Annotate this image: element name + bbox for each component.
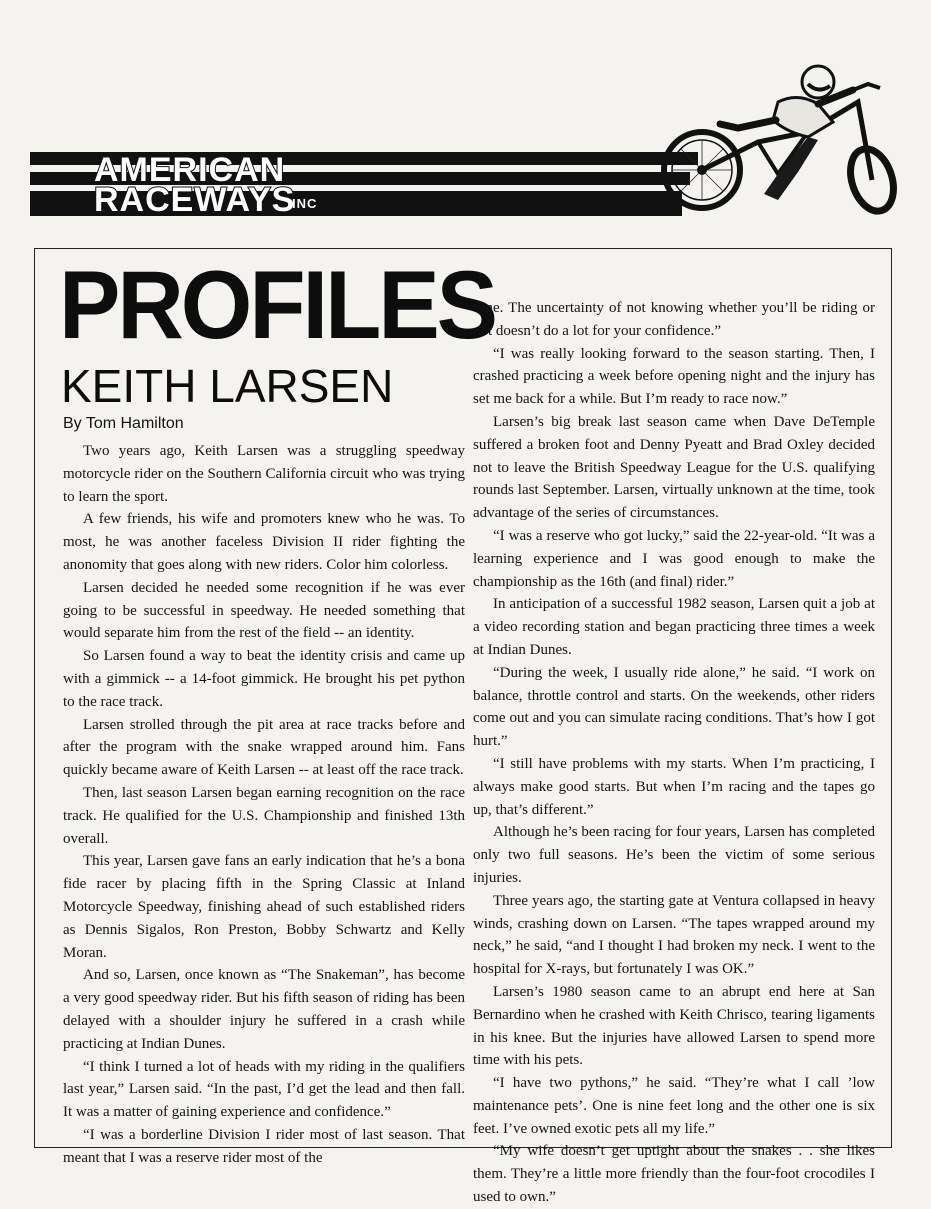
article-subject: KEITH LARSEN (61, 360, 394, 412)
paragraph: Larsen decided he needed some recognition if he was ever going to be successful in speedway. He needed something that would separate him from the rest of the field -- an identity. (63, 579, 465, 642)
paragraph: Larsen’s big break last season came when Dave DeTemple suffered a broken foot and Denny Pyeatt and Brad Oxley decided not to leave the British Speedway League for the U.S. qualifying rounds last September. Larsen, virtually unknown at the time, took advantage of the series of circumstances. (473, 413, 875, 522)
paragraph: “I think I turned a lot of heads with my riding in the qualifiers last year,” Larsen said. “In the past, I’d get the lead and then fall. It was a matter of gaining experience and confidence.” (63, 1058, 465, 1121)
speedway-rider-illustration (658, 62, 908, 222)
section-title: PROFILES (59, 251, 496, 359)
paragraph: So Larsen found a way to beat the identity crisis and came up with a gimmick -- a 14-foot gimmick. He brought his pet python to the race track. (63, 648, 465, 710)
paragraph: This year, Larsen gave fans an early indication that he’s a bona fide racer by placing fifth in the Spring Classic at Inland Motorcycle Speedway, finishing ahead of such established riders as Dennis Sigalos, Ron Preston, Bobby Schwartz and Kelly Moran. (63, 853, 465, 961)
paragraph: Then, last season Larsen began earning recognition on the race track. He qualified for the U.S. Championship and finished 13th overall. (63, 784, 465, 847)
masthead (30, 0, 910, 240)
logo-line-1: AMERICAN (94, 151, 286, 189)
logo-suffix: INC (292, 196, 318, 211)
paragraph: “During the week, I usually ride alone,” he said. “I work on balance, throttle control and starts. On the weekends, other riders come out and you can simulate racing conditions. That’s how I got hurt.” (473, 664, 875, 750)
paragraph: A few friends, his wife and promoters knew who he was. To most, he was another faceless Division II rider fighting the anonomity that goes along with new riders. Color him colorless. (63, 511, 465, 573)
paragraph: “My wife doesn’t get uptight about the snakes . . she likes them. They’re a little more friendly than the four-foot crocodiles I used to own.” (473, 1143, 875, 1206)
paragraph: “I still have problems with my starts. When I’m practicing, I always make good starts. But when I’m racing and the tapes go up, that’s different.” (473, 755, 875, 818)
article-column-right (473, 297, 875, 1209)
article-column-left (63, 440, 465, 1170)
paragraph: Larsen’s 1980 season came to an abrupt end here at San Bernardino when he crashed with Keith Chrisco, tearing ligaments in his knee. But the injuries have allowed Larsen to spend more time with his pets. (473, 983, 875, 1069)
paragraph-continuation: time. The uncertainty of not knowing whether you’ll be riding or not doesn’t do a lot for your confidence.” (473, 300, 875, 339)
paragraph: Larsen strolled through the pit area at race tracks before and after the program with the snake wrapped around him. Fans quickly became aware of Keith Larsen -- at least off the race track. (63, 716, 465, 779)
paragraph: “I have two pythons,” he said. “They’re what I call ’low maintenance pets’. One is nine feet long and the other one is six feet. I’ve owned exotic pets all my life.” (473, 1075, 875, 1137)
paragraph: In anticipation of a successful 1982 season, Larsen quit a job at a video recording station and began practicing three times a week at Indian Dunes. (473, 596, 875, 658)
paragraph: Although he’s been racing for four years, Larsen has completed only two full seasons. He’s been the victim of some serious injuries. (473, 824, 875, 886)
byline: By Tom Hamilton (63, 415, 184, 432)
paragraph: “I was a borderline Division I rider most of last season. That meant that I was a reserve rider most of the (63, 1126, 465, 1166)
paragraph: And so, Larsen, once known as “The Snakeman”, has become a very good speedway rider. But his fifth season of riding has been delayed with a shoulder injury he suffered in a crash while practicing at Indian Dunes. (63, 967, 465, 1052)
paragraph: Two years ago, Keith Larsen was a struggling speedway motorcycle rider on the Southern California circuit who was trying to learn the sport. (63, 443, 465, 505)
logo-line-2: RACEWAYS (94, 181, 296, 219)
paragraph: “I was really looking forward to the season starting. Then, I crashed practicing a week before opening night and the injury has set me back for a while. But I’m ready to race now.” (473, 345, 875, 408)
paragraph: Three years ago, the starting gate at Ventura collapsed in heavy winds, crashing down on Larsen. “The tapes wrapped around my neck,” he said, “and I thought I had broken my neck. I went to the hospital for X-rays, but fortunately I was OK.” (473, 892, 875, 978)
article-frame (34, 248, 892, 1206)
paragraph: “I was a reserve who got lucky,” said the 22-year-old. “It was a learning experience and I was good enough to make the championship as the 16th (and final) rider.” (473, 527, 875, 590)
